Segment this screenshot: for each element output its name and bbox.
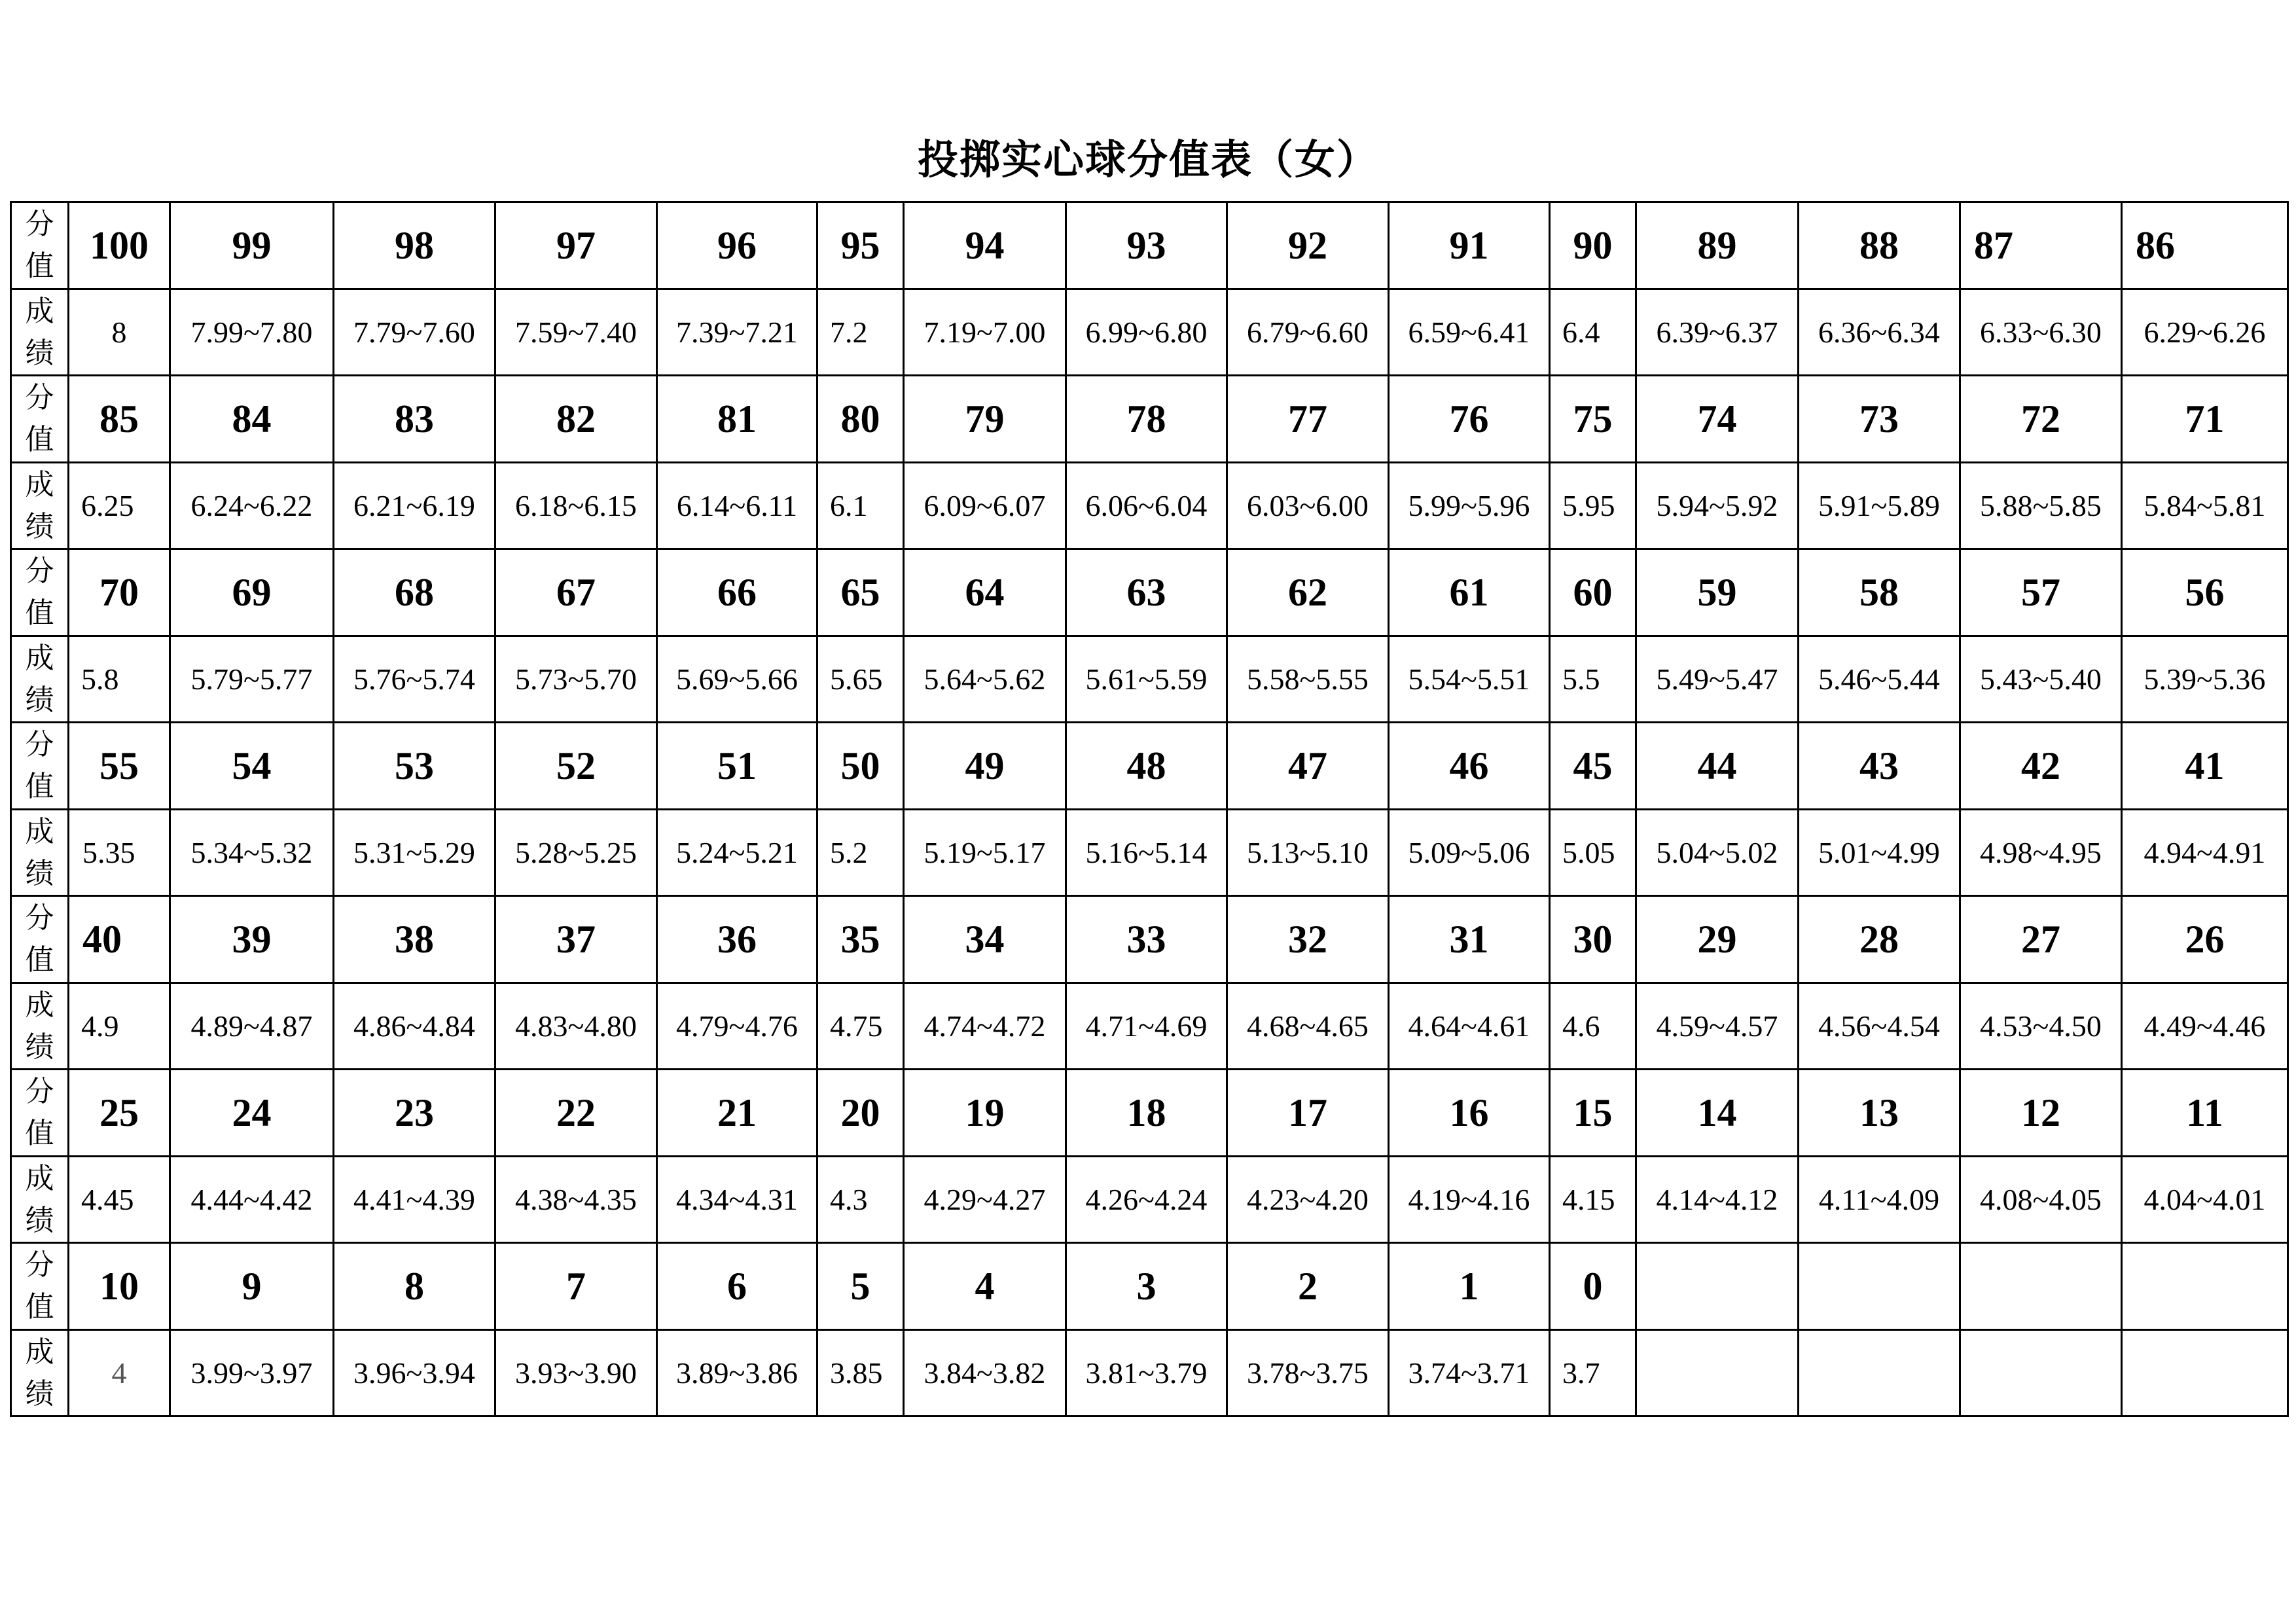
row-label-score (11, 376, 69, 463)
result-cell: 5.64~5.62 (904, 636, 1066, 723)
score-cell: 7 (495, 1243, 657, 1330)
result-row (11, 810, 2288, 896)
row-label-char: 绩 (25, 683, 54, 717)
result-cell: 5.49~5.47 (1636, 636, 1799, 723)
result-cell: 5.35 (69, 810, 170, 896)
result-cell: 5.34~5.32 (170, 810, 334, 896)
result-cell: 7.19~7.00 (904, 289, 1066, 376)
result-cell: 6.4 (1550, 289, 1636, 376)
score-row (11, 1243, 2288, 1330)
result-cell: 4.15 (1550, 1157, 1636, 1243)
score-cell: 87 (1960, 202, 2122, 289)
score-cell: 14 (1636, 1070, 1799, 1157)
row-label-char: 值 (25, 1290, 54, 1324)
result-cell: 3.81~3.79 (1066, 1330, 1227, 1416)
row-label-char: 分 (25, 381, 54, 414)
result-cell: 6.29~6.26 (2122, 289, 2288, 376)
score-cell: 65 (817, 549, 904, 636)
row-label-char: 绩 (25, 1203, 54, 1237)
score-cell: 54 (170, 723, 334, 810)
score-cell: 69 (170, 549, 334, 636)
score-cell: 85 (69, 376, 170, 463)
result-cell: 5.8 (69, 636, 170, 723)
result-cell: 5.39~5.36 (2122, 636, 2288, 723)
row-label-score (11, 1070, 69, 1157)
score-cell: 79 (904, 376, 1066, 463)
result-cell: 3.96~3.94 (334, 1330, 495, 1416)
result-cell (1960, 1330, 2122, 1416)
result-cell: 5.69~5.66 (657, 636, 817, 723)
score-cell: 60 (1550, 549, 1636, 636)
score-cell: 96 (657, 202, 817, 289)
score-cell: 94 (904, 202, 1066, 289)
score-cell: 4 (904, 1243, 1066, 1330)
result-cell: 4.94~4.91 (2122, 810, 2288, 896)
result-row (11, 636, 2288, 723)
result-cell: 3.99~3.97 (170, 1330, 334, 1416)
row-label-score (11, 202, 69, 289)
result-cell: 6.99~6.80 (1066, 289, 1227, 376)
score-cell: 99 (170, 202, 334, 289)
row-label-char: 绩 (25, 509, 54, 543)
score-cell: 31 (1389, 896, 1550, 983)
result-cell: 4.59~4.57 (1636, 983, 1799, 1070)
result-cell: 7.2 (817, 289, 904, 376)
row-label-char: 分 (25, 554, 54, 588)
result-cell: 5.01~4.99 (1799, 810, 1960, 896)
score-cell: 39 (170, 896, 334, 983)
result-cell: 5.91~5.89 (1799, 463, 1960, 549)
score-cell: 18 (1066, 1070, 1227, 1157)
result-cell: 4 (69, 1330, 170, 1416)
result-cell: 6.24~6.22 (170, 463, 334, 549)
row-label-char: 成 (25, 814, 54, 848)
score-cell: 61 (1389, 549, 1550, 636)
row-label-char: 分 (25, 1075, 54, 1108)
score-cell: 63 (1066, 549, 1227, 636)
row-label-result (11, 636, 69, 723)
result-cell: 5.61~5.59 (1066, 636, 1227, 723)
result-cell: 5.79~5.77 (170, 636, 334, 723)
row-label-char: 绩 (25, 1030, 54, 1064)
score-table (10, 201, 2289, 1417)
row-label-char: 成 (25, 988, 54, 1022)
result-cell (2122, 1330, 2288, 1416)
result-cell: 4.71~4.69 (1066, 983, 1227, 1070)
score-cell: 44 (1636, 723, 1799, 810)
row-label-result (11, 1157, 69, 1243)
result-cell: 5.16~5.14 (1066, 810, 1227, 896)
result-row (11, 289, 2288, 376)
row-label-char: 值 (25, 770, 54, 803)
score-cell: 1 (1389, 1243, 1550, 1330)
score-cell (1799, 1243, 1960, 1330)
result-cell: 4.74~4.72 (904, 983, 1066, 1070)
score-cell: 10 (69, 1243, 170, 1330)
result-cell: 4.68~4.65 (1227, 983, 1389, 1070)
result-cell: 4.41~4.39 (334, 1157, 495, 1243)
result-cell: 5.99~5.96 (1389, 463, 1550, 549)
score-cell: 35 (817, 896, 904, 983)
result-cell: 7.99~7.80 (170, 289, 334, 376)
result-cell: 5.65 (817, 636, 904, 723)
score-cell: 62 (1227, 549, 1389, 636)
score-cell: 91 (1389, 202, 1550, 289)
result-cell: 4.49~4.46 (2122, 983, 2288, 1070)
score-cell: 70 (69, 549, 170, 636)
result-cell: 4.64~4.61 (1389, 983, 1550, 1070)
result-cell: 4.6 (1550, 983, 1636, 1070)
score-row (11, 376, 2288, 463)
result-cell: 7.59~7.40 (495, 289, 657, 376)
result-cell: 6.06~6.04 (1066, 463, 1227, 549)
result-cell: 3.84~3.82 (904, 1330, 1066, 1416)
row-label-char: 值 (25, 1117, 54, 1150)
result-cell: 5.54~5.51 (1389, 636, 1550, 723)
score-cell: 73 (1799, 376, 1960, 463)
row-label-char: 成 (25, 1161, 54, 1195)
result-cell: 6.1 (817, 463, 904, 549)
score-cell: 27 (1960, 896, 2122, 983)
result-cell: 4.83~4.80 (495, 983, 657, 1070)
score-cell: 17 (1227, 1070, 1389, 1157)
result-cell: 5.13~5.10 (1227, 810, 1389, 896)
result-cell: 6.59~6.41 (1389, 289, 1550, 376)
result-cell: 5.24~5.21 (657, 810, 817, 896)
result-cell: 6.36~6.34 (1799, 289, 1960, 376)
result-cell: 4.04~4.01 (2122, 1157, 2288, 1243)
row-label-char: 绩 (25, 336, 54, 370)
score-row (11, 202, 2288, 289)
score-cell: 72 (1960, 376, 2122, 463)
score-cell: 67 (495, 549, 657, 636)
result-cell: 3.89~3.86 (657, 1330, 817, 1416)
score-cell: 37 (495, 896, 657, 983)
result-cell: 8 (69, 289, 170, 376)
row-label-char: 值 (25, 596, 54, 630)
result-cell: 5.31~5.29 (334, 810, 495, 896)
row-label-score (11, 896, 69, 983)
result-cell: 4.89~4.87 (170, 983, 334, 1070)
score-cell: 13 (1799, 1070, 1960, 1157)
score-cell: 36 (657, 896, 817, 983)
score-cell: 29 (1636, 896, 1799, 983)
result-cell: 5.95 (1550, 463, 1636, 549)
score-cell: 24 (170, 1070, 334, 1157)
score-cell: 75 (1550, 376, 1636, 463)
score-cell: 20 (817, 1070, 904, 1157)
score-cell: 93 (1066, 202, 1227, 289)
score-cell: 49 (904, 723, 1066, 810)
result-cell: 4.86~4.84 (334, 983, 495, 1070)
score-cell: 55 (69, 723, 170, 810)
result-cell: 4.08~4.05 (1960, 1157, 2122, 1243)
result-cell: 6.14~6.11 (657, 463, 817, 549)
result-cell (1636, 1330, 1799, 1416)
result-cell: 5.05 (1550, 810, 1636, 896)
row-label-result (11, 463, 69, 549)
page-title: 投掷实心球分值表（女） (917, 138, 1378, 183)
result-cell: 4.29~4.27 (904, 1157, 1066, 1243)
score-cell: 59 (1636, 549, 1799, 636)
score-cell: 5 (817, 1243, 904, 1330)
result-cell: 5.09~5.06 (1389, 810, 1550, 896)
result-cell: 5.28~5.25 (495, 810, 657, 896)
score-cell: 97 (495, 202, 657, 289)
row-label-char: 分 (25, 728, 54, 761)
score-cell: 77 (1227, 376, 1389, 463)
score-cell: 81 (657, 376, 817, 463)
result-cell: 5.76~5.74 (334, 636, 495, 723)
score-cell: 71 (2122, 376, 2288, 463)
row-label-char: 绩 (25, 1377, 54, 1411)
score-cell: 32 (1227, 896, 1389, 983)
result-cell: 3.78~3.75 (1227, 1330, 1389, 1416)
score-cell: 50 (817, 723, 904, 810)
row-label-score (11, 549, 69, 636)
score-cell: 9 (170, 1243, 334, 1330)
result-cell: 3.93~3.90 (495, 1330, 657, 1416)
row-label-char: 值 (25, 423, 54, 456)
result-cell: 3.85 (817, 1330, 904, 1416)
score-cell: 45 (1550, 723, 1636, 810)
result-cell: 5.88~5.85 (1960, 463, 2122, 549)
result-cell: 5.04~5.02 (1636, 810, 1799, 896)
score-row (11, 1070, 2288, 1157)
score-row (11, 723, 2288, 810)
result-cell: 4.56~4.54 (1799, 983, 1960, 1070)
score-cell: 48 (1066, 723, 1227, 810)
result-cell: 5.43~5.40 (1960, 636, 2122, 723)
row-label-char: 成 (25, 1335, 54, 1369)
row-label-char: 分 (25, 208, 54, 241)
score-cell: 51 (657, 723, 817, 810)
score-cell (1636, 1243, 1799, 1330)
result-cell: 7.39~7.21 (657, 289, 817, 376)
row-label-score (11, 723, 69, 810)
score-cell: 53 (334, 723, 495, 810)
result-cell: 4.75 (817, 983, 904, 1070)
score-cell: 34 (904, 896, 1066, 983)
result-cell: 6.39~6.37 (1636, 289, 1799, 376)
result-row (11, 1330, 2288, 1416)
score-cell: 30 (1550, 896, 1636, 983)
score-cell: 23 (334, 1070, 495, 1157)
result-cell: 6.21~6.19 (334, 463, 495, 549)
result-cell: 4.38~4.35 (495, 1157, 657, 1243)
score-cell (1960, 1243, 2122, 1330)
result-cell: 3.7 (1550, 1330, 1636, 1416)
result-cell: 4.3 (817, 1157, 904, 1243)
result-cell: 4.23~4.20 (1227, 1157, 1389, 1243)
score-cell: 98 (334, 202, 495, 289)
row-label-char: 成 (25, 294, 54, 328)
result-cell: 3.74~3.71 (1389, 1330, 1550, 1416)
result-cell: 4.34~4.31 (657, 1157, 817, 1243)
score-cell: 78 (1066, 376, 1227, 463)
result-cell: 4.79~4.76 (657, 983, 817, 1070)
score-cell: 64 (904, 549, 1066, 636)
score-cell: 0 (1550, 1243, 1636, 1330)
row-label-score (11, 1243, 69, 1330)
score-cell: 66 (657, 549, 817, 636)
result-cell: 6.03~6.00 (1227, 463, 1389, 549)
result-cell: 4.98~4.95 (1960, 810, 2122, 896)
score-cell: 47 (1227, 723, 1389, 810)
score-cell: 11 (2122, 1070, 2288, 1157)
score-cell: 6 (657, 1243, 817, 1330)
result-cell: 6.33~6.30 (1960, 289, 2122, 376)
score-cell: 26 (2122, 896, 2288, 983)
result-cell: 4.14~4.12 (1636, 1157, 1799, 1243)
score-cell: 16 (1389, 1070, 1550, 1157)
result-cell: 5.5 (1550, 636, 1636, 723)
result-cell: 6.79~6.60 (1227, 289, 1389, 376)
result-cell: 5.94~5.92 (1636, 463, 1799, 549)
result-cell: 4.11~4.09 (1799, 1157, 1960, 1243)
row-label-result (11, 983, 69, 1070)
score-row (11, 896, 2288, 983)
result-cell: 5.58~5.55 (1227, 636, 1389, 723)
result-cell: 4.19~4.16 (1389, 1157, 1550, 1243)
score-cell: 95 (817, 202, 904, 289)
score-cell: 80 (817, 376, 904, 463)
score-cell: 57 (1960, 549, 2122, 636)
row-label-char: 分 (25, 901, 54, 935)
result-cell: 5.46~5.44 (1799, 636, 1960, 723)
result-cell: 5.2 (817, 810, 904, 896)
score-cell: 38 (334, 896, 495, 983)
score-cell: 83 (334, 376, 495, 463)
row-label-result (11, 810, 69, 896)
score-cell: 74 (1636, 376, 1799, 463)
score-cell: 43 (1799, 723, 1960, 810)
row-label-char: 值 (25, 943, 54, 977)
score-cell: 22 (495, 1070, 657, 1157)
result-cell: 6.18~6.15 (495, 463, 657, 549)
score-cell: 56 (2122, 549, 2288, 636)
score-cell: 82 (495, 376, 657, 463)
score-cell: 92 (1227, 202, 1389, 289)
score-cell: 68 (334, 549, 495, 636)
score-cell: 76 (1389, 376, 1550, 463)
result-cell: 4.44~4.42 (170, 1157, 334, 1243)
score-cell: 2 (1227, 1243, 1389, 1330)
score-cell: 46 (1389, 723, 1550, 810)
row-label-char: 成 (25, 641, 54, 675)
result-cell: 4.45 (69, 1157, 170, 1243)
result-cell: 6.09~6.07 (904, 463, 1066, 549)
score-cell: 25 (69, 1070, 170, 1157)
score-cell: 33 (1066, 896, 1227, 983)
score-cell: 15 (1550, 1070, 1636, 1157)
score-cell: 28 (1799, 896, 1960, 983)
score-cell: 21 (657, 1070, 817, 1157)
score-cell (2122, 1243, 2288, 1330)
result-cell: 5.19~5.17 (904, 810, 1066, 896)
score-cell: 12 (1960, 1070, 2122, 1157)
result-cell: 4.53~4.50 (1960, 983, 2122, 1070)
result-row (11, 983, 2288, 1070)
result-cell (1799, 1330, 1960, 1416)
row-label-char: 值 (25, 249, 54, 283)
row-label-char: 分 (25, 1248, 54, 1282)
score-row (11, 549, 2288, 636)
score-cell: 40 (69, 896, 170, 983)
score-cell: 84 (170, 376, 334, 463)
row-label-result (11, 1330, 69, 1416)
score-table-body (11, 202, 2288, 1416)
row-label-char: 绩 (25, 856, 54, 890)
score-cell: 90 (1550, 202, 1636, 289)
result-cell: 7.79~7.60 (334, 289, 495, 376)
result-cell: 5.73~5.70 (495, 636, 657, 723)
row-label-result (11, 289, 69, 376)
score-cell: 89 (1636, 202, 1799, 289)
score-cell: 58 (1799, 549, 1960, 636)
result-cell: 6.25 (69, 463, 170, 549)
score-cell: 42 (1960, 723, 2122, 810)
score-cell: 100 (69, 202, 170, 289)
score-cell: 41 (2122, 723, 2288, 810)
result-cell: 5.84~5.81 (2122, 463, 2288, 549)
result-row (11, 463, 2288, 549)
result-cell: 4.9 (69, 983, 170, 1070)
score-cell: 52 (495, 723, 657, 810)
score-cell: 86 (2122, 202, 2288, 289)
score-cell: 3 (1066, 1243, 1227, 1330)
score-cell: 88 (1799, 202, 1960, 289)
score-cell: 8 (334, 1243, 495, 1330)
result-row (11, 1157, 2288, 1243)
result-cell: 4.26~4.24 (1066, 1157, 1227, 1243)
score-cell: 19 (904, 1070, 1066, 1157)
row-label-char: 成 (25, 467, 54, 501)
